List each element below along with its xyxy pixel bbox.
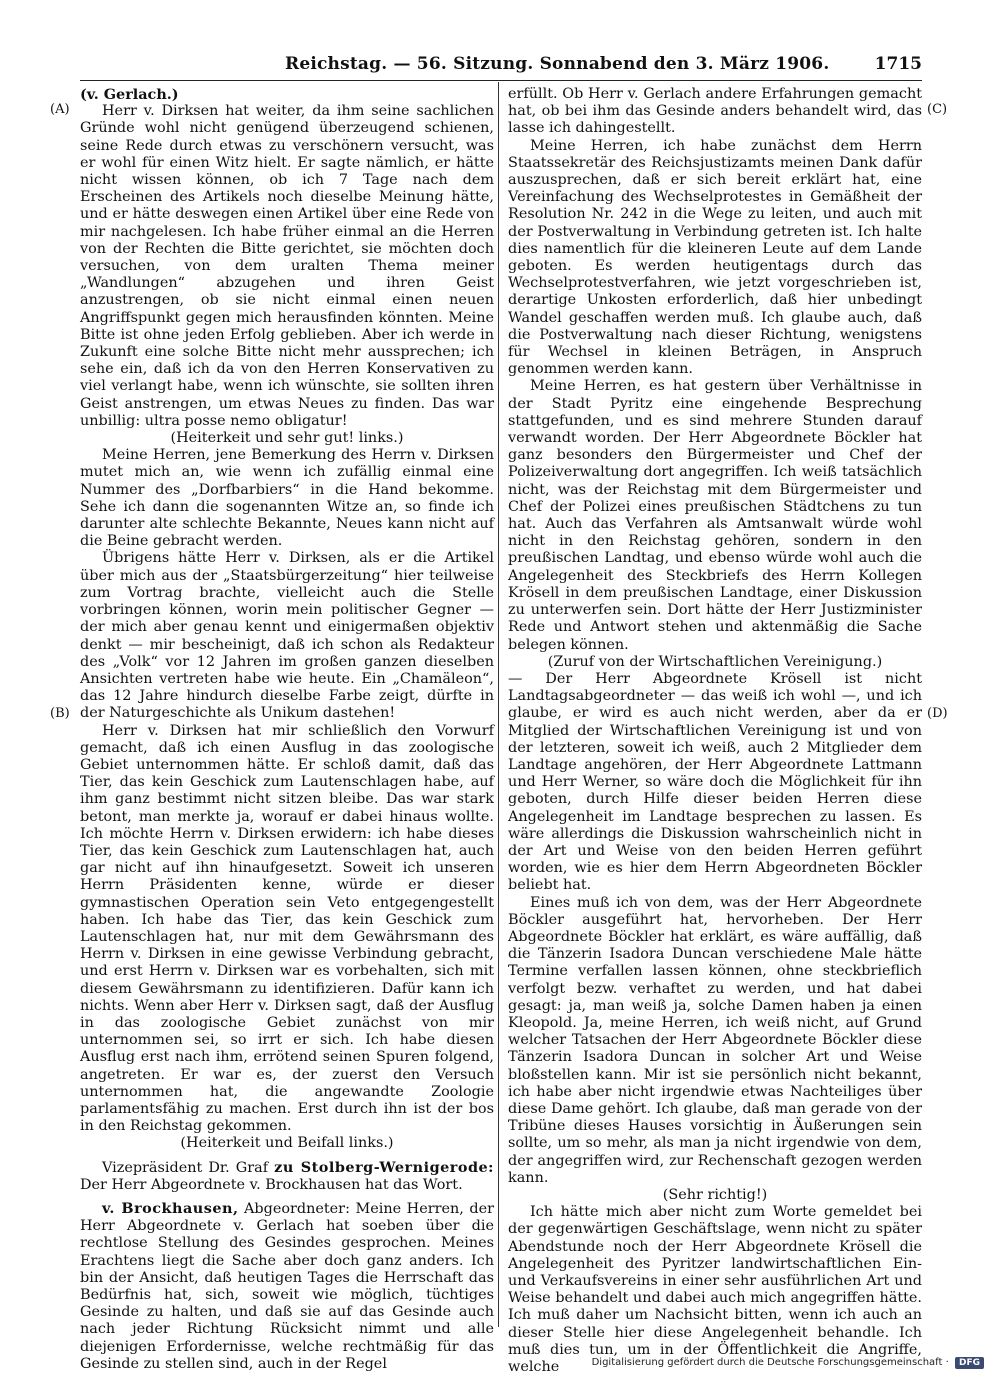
paragraph: Ich hätte mich aber nicht zum Worte gemeldet bei der gegenwärtigen Geschäftslage, wenn nicht zu später Abendstunde noch der Herr Abgeordnete Krösell die Angelegenheit des Pyritzer landwirtschaftlichen Ein- und Verkaufsvereins in einer sehr ausführlichen Art und Weise behandelt und dabei auch mich angegriffen hätte. Ich muß daher um Nachsicht bitten, wenn ich auch an dieser Stelle hier diese Angelegenheit behandle. Ich muß dies tun, um in der Öffentlichkeit die Angriffe, welche bbox=[508, 1204, 922, 1376]
president-statement bbox=[80, 1159, 494, 1194]
margin-mark-d: (D) bbox=[927, 706, 948, 721]
paragraph: Meine Herren, ich habe zunächst dem Herrn Staatssekretär des Reichsjustizamts meinen Dank dafür auszusprechen, daß er sich bereit erklärt hat, eine Vereinfachung des Wechselprotestes in Gemäßheit der Resolution Nr. 242 in die Wege zu leiten, und auch mit der Postverwaltung in Verbindung getreten ist. Ich halte dies namentlich für die kleineren Leute auf dem Lande geboten. Es werden heutigentags durch das Wechselprotestverfahren, wie jetzt vorgeschrieben ist, derartige Unkosten erforderlich, daß hier unbedingt Wandel geschaffen werden muß. Ich glaube auch, daß die Postverwaltung nach dieser Richtung, wenigstens für Wechsel in kleinen Beträgen, in Anspruch genommen werden kann. bbox=[508, 137, 922, 378]
speech-brockhausen bbox=[80, 1200, 494, 1373]
president-prefix: Vizepräsident Dr. Graf bbox=[102, 1159, 269, 1176]
paragraph: erfüllt. Ob Herr v. Gerlach andere Erfahrungen gemacht hat, ob bei ihm das Gesinde anders behandelt wird, das lasse ich dahingestellt. bbox=[508, 86, 922, 137]
president-name: zu Stolberg-Wernigerode: bbox=[274, 1158, 494, 1176]
paragraph: Übrigens hätte Herr v. Dirksen, als er die Artikel über mich aus der „Staatsbürgerzeitung“ hier teilweise zum Vortrag brachte, vielleicht auch die Stelle vorbringen können, worin mein politischer Gegner — der mich aber genau kennt und einigermaßen objektiv denkt — mir bescheinigt, daß ich schon als Redakteur des „Volk“ vor 12 Jahren im großen ganzen dieselben Ansichten vertreten habe wie heute. Ein „Chamäleon“, das 12 Jahre hindurch dieselbe Farbe zeigt, dürfte in der Naturgeschichte als Unikum dastehen! bbox=[80, 550, 494, 722]
paragraph: Meine Herren, jene Bemerkung des Herrn v. Dirksen mutet mich an, wie wenn ich zufällig einmal eine Nummer des „Dorfbarbiers“ in die Hand bekomme. Sehe ich dann die sogenannten Witze an, so finde ich darunter alte schlechte Bekannte, Neues kann nicht auf die Beine gebracht werden. bbox=[80, 447, 494, 550]
margin-mark-c: (C) bbox=[927, 102, 948, 117]
margin-mark-b: (B) bbox=[50, 706, 70, 721]
header-rule bbox=[80, 80, 922, 81]
paragraph: Eines muß ich von dem, was der Herr Abgeordnete Böckler ausgeführt hat, hervorheben. Der Herr Abgeordnete Böckler hat erklärt, es wäre auffällig, daß die Tänzerin Isadora Duncan verschiedene Male hätte Termine verfallen lassen können, ohne steckbrieflich verfolgt bezw. verhaftet zu werden, und hat dabei gesagt: ja, man weiß ja, solche Damen haben ja einen Kleopold. Ja, meine Herren, ich weiß nicht, auf Grund welcher Tatsachen der Herr Abgeordnete Böckler diese Tänzerin Isadora Duncan in solcher Art und Weise bloßstellen kann. Mir ist sie persönlich nicht bekannt, ich habe aber nicht irgendwie etwas Nachteiliges über diese Dame gehört. Ich glaube, daß man gerade von der Tribüne dieses Hauses vorsichtig in Äußerungen sein sollte, um so mehr, als man ja nicht irgendwie von dem, der angegriffen wird, zur Rechenschaft gezogen werden kann. bbox=[508, 894, 922, 1186]
paragraph: Herr v. Dirksen hat weiter, da ihm seine sachlichen Gründe wohl nicht genügend überzeugend schienen, seine Rede durch etwas zu verschönern versucht, was er wohl für einen Witz hielt. Er sagte nämlich, er hätte nicht wissen können, ob ich 7 Tage nach dem Erscheinen des Artikels noch dieselbe Meinung hätte, und er hätte deswegen einen Artikel über eine Rede von mir nachgelesen. Ich habe früher einmal an die Herren von der Rechten die Bitte gerichtet, sie möchten doch versuchen, von dem uralten Thema meiner „Wandlungen“ abzugehen und ihren Geist anzustrengen, ob sie nicht einmal einen neuen Angriffspunkt gegen mich herausfinden könnten. Meine Bitte ist ohne jeden Erfolg geblieben. Aber ich werde in Zukunft eine solche Bitte nicht mehr aussprechen; ich sehe ein, daß ich da von den Herren Konservativen zu viel verlangt habe, wenn ich wünschte, sie sollten ihren Geist anstrengen, um etwas Neues zu finden. Das war unbillig: ultra posse nemo obligatur! bbox=[80, 103, 494, 429]
margin-mark-a: (A) bbox=[50, 102, 70, 117]
dfg-logo: DFG bbox=[955, 1357, 984, 1369]
paragraph: Meine Herren, es hat gestern über Verhältnisse in der Stadt Pyritz eine eingehende Besprechung stattgefunden, und es sind mehrere Stunden darauf verwandt worden. Der Herr Abgeordnete Böckler hat ganz besonders den Bürgermeister und Chef der Polizeiverwaltung dort angegriffen. Ich weiß tatsächlich nicht, was der Reichstag mit dem Bürgermeister und Chef der Polizei eines preußischen Städtchens zu tun hat. Auch das Verfahren als Amtsanwalt würde wohl nicht in den Reichstag gehören, sondern in den preußischen Landtag, und ebenso würde wohl auch die Angelegenheit des Steckbriefs des Herrn Kollegen Krösell in dem preußischen Landtage, einer Diskussion zu unterwerfen sein. Dort hätte der Herr Justizminister Rede und Antwort stehen und aktenmäßig die Sache belegen können. bbox=[508, 378, 922, 653]
running-title: Reichstag. — 56. Sitzung. Sonnabend den 3. März 1906. bbox=[285, 54, 830, 74]
page-number: 1715 bbox=[874, 54, 922, 74]
president-text: Der Herr Abgeordnete v. Brockhausen hat das Wort. bbox=[80, 1176, 463, 1193]
page-header bbox=[80, 54, 922, 80]
column-separator bbox=[498, 82, 499, 1327]
paragraph: — Der Herr Abgeordnete Krösell ist nicht Landtagsabgeordneter — das weiß ich wohl —, und ich glaube, er wird es auch nicht werden, aber da er Mitglied der Wirtschaftlichen Vereinigung ist und von der letzteren, soweit ich weiß, auch 2 Mitglieder dem Landtage angehören, der Herr Abgeordnete Lattmann und Herr Werner, so wäre doch die Möglichkeit für ihn geboten, durch Hilfe dieser beiden Herren diese Angelegenheit im Landtage besprechen zu lassen. Es wäre allerdings die Diskussion wahrscheinlich nicht in der Art und Weise von den beiden Herren geführt worden, wie es hier dem Herrn Abgeordneten Böckler beliebt hat. bbox=[508, 670, 922, 894]
interjection: (Sehr richtig!) bbox=[662, 1187, 768, 1203]
speaker-tag: (v. Gerlach.) bbox=[80, 86, 179, 103]
paragraph: Herr v. Dirksen hat mir schließlich den Vorwurf gemacht, daß ich einen Ausflug in das zoologische Gebiet unternommen hätte. Er schloß damit, daß das Tier, das kein Geschick zum Lautenschlagen habe, auf ihm ganz bestimmt nicht sitzen bleibe. Das war stark betont, man merkte ja, worauf er dabei hinaus wollte. Ich möchte Herrn v. Dirksen erwidern: ich habe dieses Tier, das kein Geschick zum Lautenschlagen hat, auch gar nicht auf ihn hinaufgesetzt. Soweit ich unseren Herrn Präsidenten kenne, würde er dieser gymnastischen Operation sein Veto entgegengestellt haben. Ich habe das Tier, das kein Geschick zum Lautenschlagen hat, nur mit dem Gewährsmann des Herrn v. Dirksen in eine gewisse Verbindung gebracht, und erst Herrn v. Dirksen war es vorbehalten, sich mit diesem Gewährsmann zu identifizieren. Dafür kann ich nichts. Wenn aber Herr v. Dirksen sagt, daß der Ausflug in das zoologische Gebiet zunächst von mir unternommen sei, so irrt er sich. Ich habe diesen Ausflug erst nach ihm, errötend seinen Spuren folgend, angetreten. Er war es, der zuerst den Versuch unternommen hat, die angewandte Zoologie parlamentsfähig zu machen. Erst durch ihn ist der bos in den Reichstag gekommen. bbox=[80, 722, 494, 1135]
interjection: (Zuruf von der Wirtschaftlichen Vereinigung.) bbox=[547, 653, 883, 670]
left-column bbox=[80, 86, 494, 1373]
footer-credit bbox=[592, 1357, 984, 1369]
speaker-name: v. Brockhausen, bbox=[102, 1200, 239, 1217]
interjection: (Heiterkeit und sehr gut! links.) bbox=[170, 430, 404, 447]
footer-text: Digitalisierung gefördert durch die Deutsche Forschungsgemeinschaft · bbox=[591, 1357, 949, 1368]
interjection: (Heiterkeit und Beifall links.) bbox=[180, 1135, 394, 1152]
speech-text: Abgeordneter: Meine Herren, der Herr Abgeordnete v. Gerlach hat soeben über die rechtlose Stellung des Gesindes gesprochen. Meines Erachtens liegt die Sache aber doch ganz anders. Ich bin der Ansicht, daß heutigen Tages die Herrschaft das Bedürfnis hat, sich, soweit wie möglich, tüchtiges Gesinde zu halten, und daß sie auf das Gesinde auch nach jeder Richtung Rücksicht nimmt und alle diejenigen Erfordernisse, welche rechtmäßig für das Gesinde zu stellen sind, auch in der Regel bbox=[80, 1201, 494, 1372]
right-column bbox=[508, 86, 922, 1376]
